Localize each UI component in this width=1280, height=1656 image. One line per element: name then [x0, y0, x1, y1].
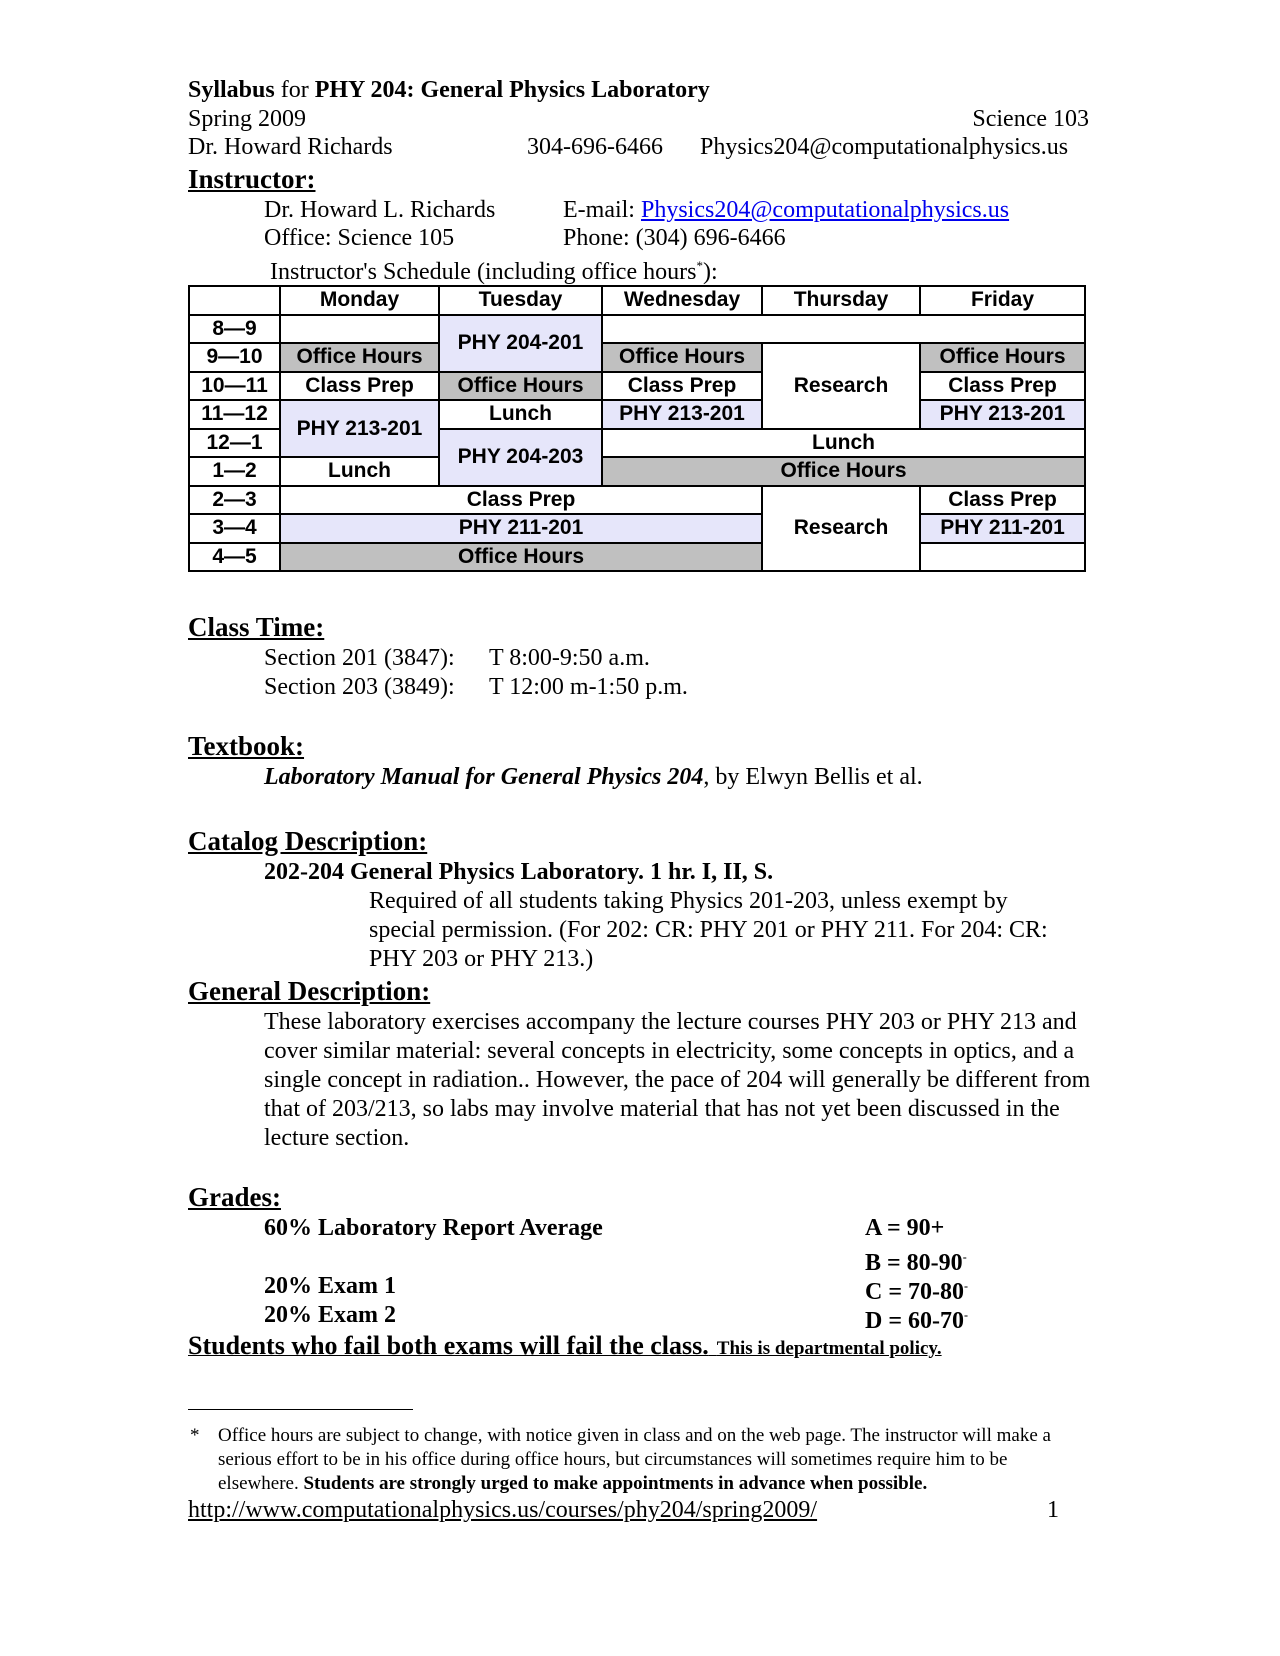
- grade-scale: C = 70-80: [865, 1279, 964, 1305]
- time-label: 1—2: [189, 457, 280, 486]
- textbook-author: , by Elwyn Bellis et al.: [703, 764, 923, 790]
- schedule-cell: PHY 213-201: [602, 400, 762, 429]
- grade-scale: D = 60-70: [865, 1308, 964, 1334]
- time-label: 8—9: [189, 315, 280, 344]
- policy-main: Students who fail both exams will fail the class.: [188, 1331, 709, 1360]
- schedule-cell: Class Prep: [280, 372, 439, 401]
- grade-policy: [188, 1330, 942, 1362]
- time-label: 11—12: [189, 400, 280, 429]
- time-label: 10—11: [189, 372, 280, 401]
- minus-mark: -: [964, 1308, 968, 1322]
- schedule-cell: Class Prep: [280, 486, 762, 515]
- grade-item: 20% Exam 1: [264, 1273, 396, 1299]
- schedule-cell: Office Hours: [920, 343, 1085, 372]
- title-course: PHY 204: General Physics Laboratory: [314, 77, 710, 103]
- schedule-cell: [920, 543, 1085, 572]
- schedule-cell: Lunch: [602, 429, 1085, 458]
- class-time-heading: Class Time:: [188, 612, 325, 642]
- schedule-cell: Research: [762, 343, 920, 429]
- general-heading: General Description:: [188, 976, 431, 1006]
- footnote-mark: *: [190, 1425, 200, 1446]
- footnote-body: Office hours are subject to change, with notice given in class and on the web page. The instructor will make a serious effort to be in his office during office hours, but circumstances will sometimes require him to be elsewhere.: [218, 1425, 1051, 1494]
- schedule-cell: Lunch: [280, 457, 439, 486]
- header-name: Dr. Howard Richards: [188, 134, 393, 160]
- footnote-rule: [188, 1409, 413, 1410]
- schedule-cell: Class Prep: [920, 486, 1085, 515]
- schedule-label-end: ):: [702, 259, 718, 285]
- minus-mark: -: [962, 1250, 967, 1264]
- policy-note: This is departmental policy.: [716, 1338, 942, 1359]
- day-header: Thursday: [762, 286, 920, 315]
- time-label: 3—4: [189, 514, 280, 543]
- room: Science 103: [972, 106, 1089, 132]
- time-label: 2—3: [189, 486, 280, 515]
- schedule-cell: Class Prep: [602, 372, 762, 401]
- schedule-cell: [602, 315, 1085, 344]
- footnote-text: [218, 1424, 1088, 1496]
- schedule-label-text: Instructor's Schedule (including office hours: [270, 259, 697, 285]
- instructor-office: Office: Science 105: [264, 225, 455, 251]
- page-number: 1: [1047, 1497, 1059, 1523]
- grades-heading: Grades:: [188, 1182, 281, 1212]
- grade-item: 60% Laboratory Report Average: [264, 1215, 603, 1241]
- minus-mark: -: [964, 1279, 968, 1293]
- section-label: Section 201 (3847):: [264, 645, 455, 671]
- schedule-label: [270, 252, 718, 286]
- textbook-entry: [264, 763, 923, 791]
- textbook-heading: Textbook:: [188, 731, 305, 761]
- schedule-cell: Office Hours: [439, 372, 602, 401]
- schedule-cell: PHY 204-201: [439, 315, 602, 372]
- grade-scale: B = 80-90: [865, 1250, 963, 1276]
- term: Spring 2009: [188, 106, 307, 132]
- schedule-cell: Office Hours: [280, 343, 439, 372]
- schedule-cell: Office Hours: [280, 543, 762, 572]
- schedule-footnote-mark: *: [696, 258, 703, 273]
- schedule-cell: PHY 213-201: [280, 400, 439, 457]
- schedule-cell: PHY 211-201: [280, 514, 762, 543]
- general-text: These laboratory exercises accompany the lecture courses PHY 203 or PHY 213 and cover similar material: several concepts in electricity, some concepts in optics, and a single concept in radiation.. However, the pace of 204 will generally be different from that of 203/213, so labs may involve material that has not yet been discussed in the lecture section.: [264, 1009, 1091, 1151]
- section-time: T 8:00-9:50 a.m.: [489, 645, 650, 671]
- schedule-table: [188, 285, 1086, 572]
- schedule-cell: PHY 213-201: [920, 400, 1085, 429]
- section-time: T 12:00 m-1:50 p.m.: [489, 674, 688, 700]
- day-header: Monday: [280, 286, 439, 315]
- section-label: Section 203 (3849):: [264, 674, 455, 700]
- grade-scale: A = 90+: [865, 1215, 945, 1241]
- instructor-name: Dr. Howard L. Richards: [264, 197, 496, 223]
- day-header: Wednesday: [602, 286, 762, 315]
- time-label: 12—1: [189, 429, 280, 458]
- email-link[interactable]: Physics204@computationalphysics.us: [640, 197, 1010, 223]
- email-label: E-mail:: [563, 197, 641, 223]
- schedule-cell: PHY 211-201: [920, 514, 1085, 543]
- schedule-cell: Office Hours: [602, 343, 762, 372]
- footnote-bold: Students are strongly urged to make appointments in advance when possible.: [303, 1473, 928, 1494]
- instructor-phone: Phone: (304) 696-6466: [563, 225, 786, 251]
- title-syllabus: Syllabus: [188, 77, 275, 103]
- catalog-heading: Catalog Description:: [188, 826, 428, 856]
- time-label: 9—10: [189, 343, 280, 372]
- schedule-cell: [280, 315, 439, 344]
- title-for: for: [274, 77, 315, 103]
- schedule-cell: Office Hours: [602, 457, 1085, 486]
- instructor-email-row: [563, 196, 1009, 224]
- footer-url[interactable]: http://www.computationalphysics.us/courses/phy204/spring2009/: [188, 1497, 818, 1523]
- schedule-cell: Lunch: [439, 400, 602, 429]
- header-phone: 304-696-6466: [527, 134, 663, 160]
- schedule-cell: PHY 204-203: [439, 429, 602, 486]
- schedule-cell: Research: [762, 486, 920, 572]
- schedule-cell: Class Prep: [920, 372, 1085, 401]
- day-header: Tuesday: [439, 286, 602, 315]
- time-label: 4—5: [189, 543, 280, 572]
- textbook-title: Laboratory Manual for General Physics 204: [264, 764, 704, 790]
- header-email: Physics204@computationalphysics.us: [700, 134, 1069, 160]
- instructor-heading: Instructor:: [188, 164, 316, 194]
- grade-item: 20% Exam 2: [264, 1302, 396, 1328]
- corner-cell: [189, 286, 280, 315]
- document-title: [188, 76, 710, 104]
- catalog-text: Required of all students taking Physics 201-203, unless exempt by special permission. (For 202: CR: PHY 201 or PHY 211. For 204: CR: PHY 203 or PHY 213.): [369, 888, 1048, 972]
- day-header: Friday: [920, 286, 1085, 315]
- catalog-course: 202-204 General Physics Laboratory. 1 hr. I, II, S.: [264, 859, 774, 885]
